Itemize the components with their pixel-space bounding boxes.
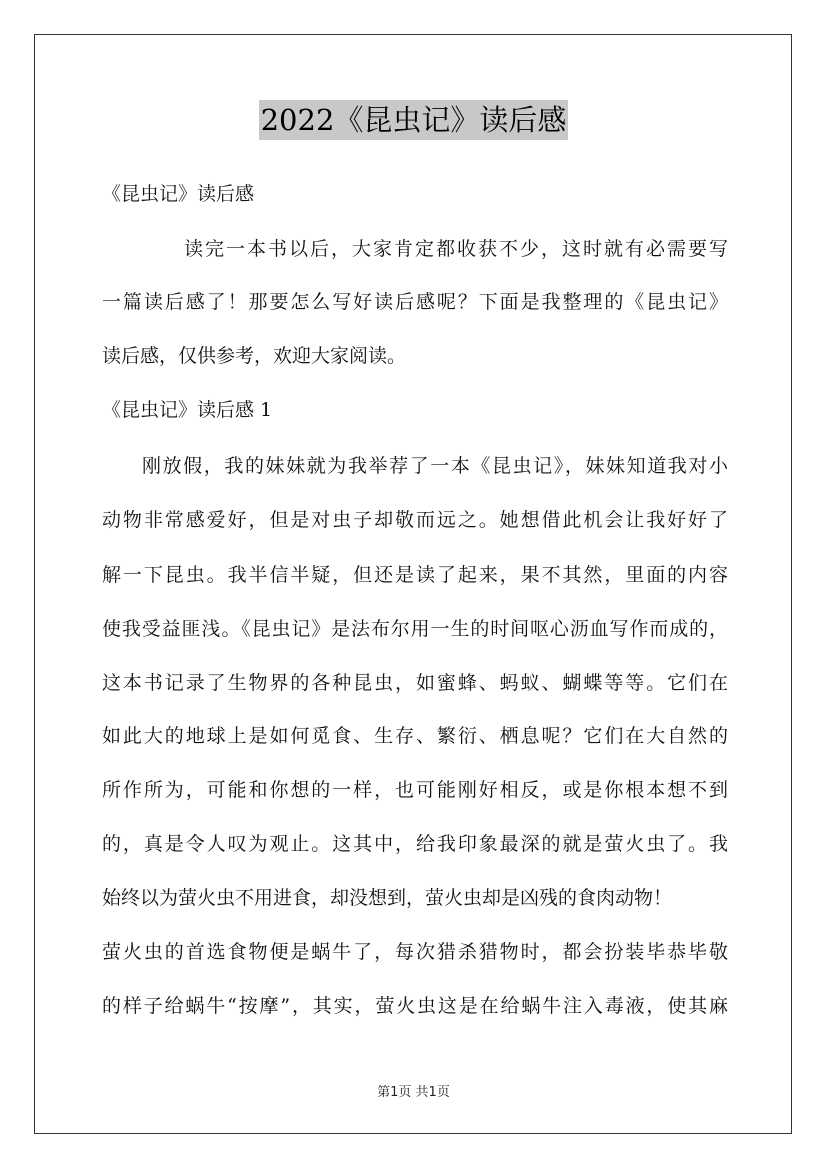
section1-line-2: 动物非常感爱好，但是对虫子却敬而远之。她想借此机会让我好好了	[102, 509, 728, 531]
section1-line-8: 的，真是令人叹为观止。这其中，给我印象最深的就是萤火虫了。我	[102, 833, 728, 855]
section1-line-7: 所作所为，可能和你想的一样，也可能刚好相反，或是你根本想不到	[102, 779, 728, 801]
section1-line-3: 解一下昆虫。我半信半疑，但还是读了起来，果不其然，里面的内容	[102, 564, 728, 586]
intro-line-2: 一篇读后感了！那要怎么写好读后感呢？下面是我整理的《昆虫记》	[102, 291, 728, 313]
title-wrap	[0, 100, 827, 140]
page-footer: 第1页 共1页	[377, 1085, 450, 1100]
intro-line-3: 读后感，仅供参考，欢迎大家阅读。	[102, 345, 407, 367]
document-title: 2022《昆虫记》读后感	[259, 100, 569, 140]
section1-line-11: 的样子给蜗牛“按摩”，其实，萤火虫这是在给蜗牛注入毒液，使其麻	[102, 995, 728, 1017]
section1-line-4: 使我受益匪浅。《昆虫记》是法布尔用一生的时间呕心沥血写作而成的，	[102, 618, 728, 640]
section1-line-9: 始终以为萤火虫不用进食，却没想到，萤火虫却是凶残的食肉动物！	[102, 887, 673, 909]
section1-line-1: 刚放假，我的妹妹就为我举荐了一本《昆虫记》，妹妹知道我对小	[142, 455, 728, 477]
section1-line-5: 这本书记录了生物界的各种昆虫，如蜜蜂、蚂蚁、蝴蝶等等。它们在	[102, 672, 728, 694]
section1-line-6: 如此大的地球上是如何觅食、生存、繁衍、栖息呢？它们在大自然的	[102, 725, 728, 747]
heading-section-1: 《昆虫记》读后感 1	[102, 399, 273, 421]
heading-intro: 《昆虫记》读后感	[102, 183, 255, 205]
section1-line-10: 萤火虫的首选食物便是蜗牛了，每次猎杀猎物时，都会扮装毕恭毕敬	[102, 941, 728, 963]
intro-line-1: 读完一本书以后，大家肯定都收获不少，这时就有必需要写	[184, 238, 728, 260]
